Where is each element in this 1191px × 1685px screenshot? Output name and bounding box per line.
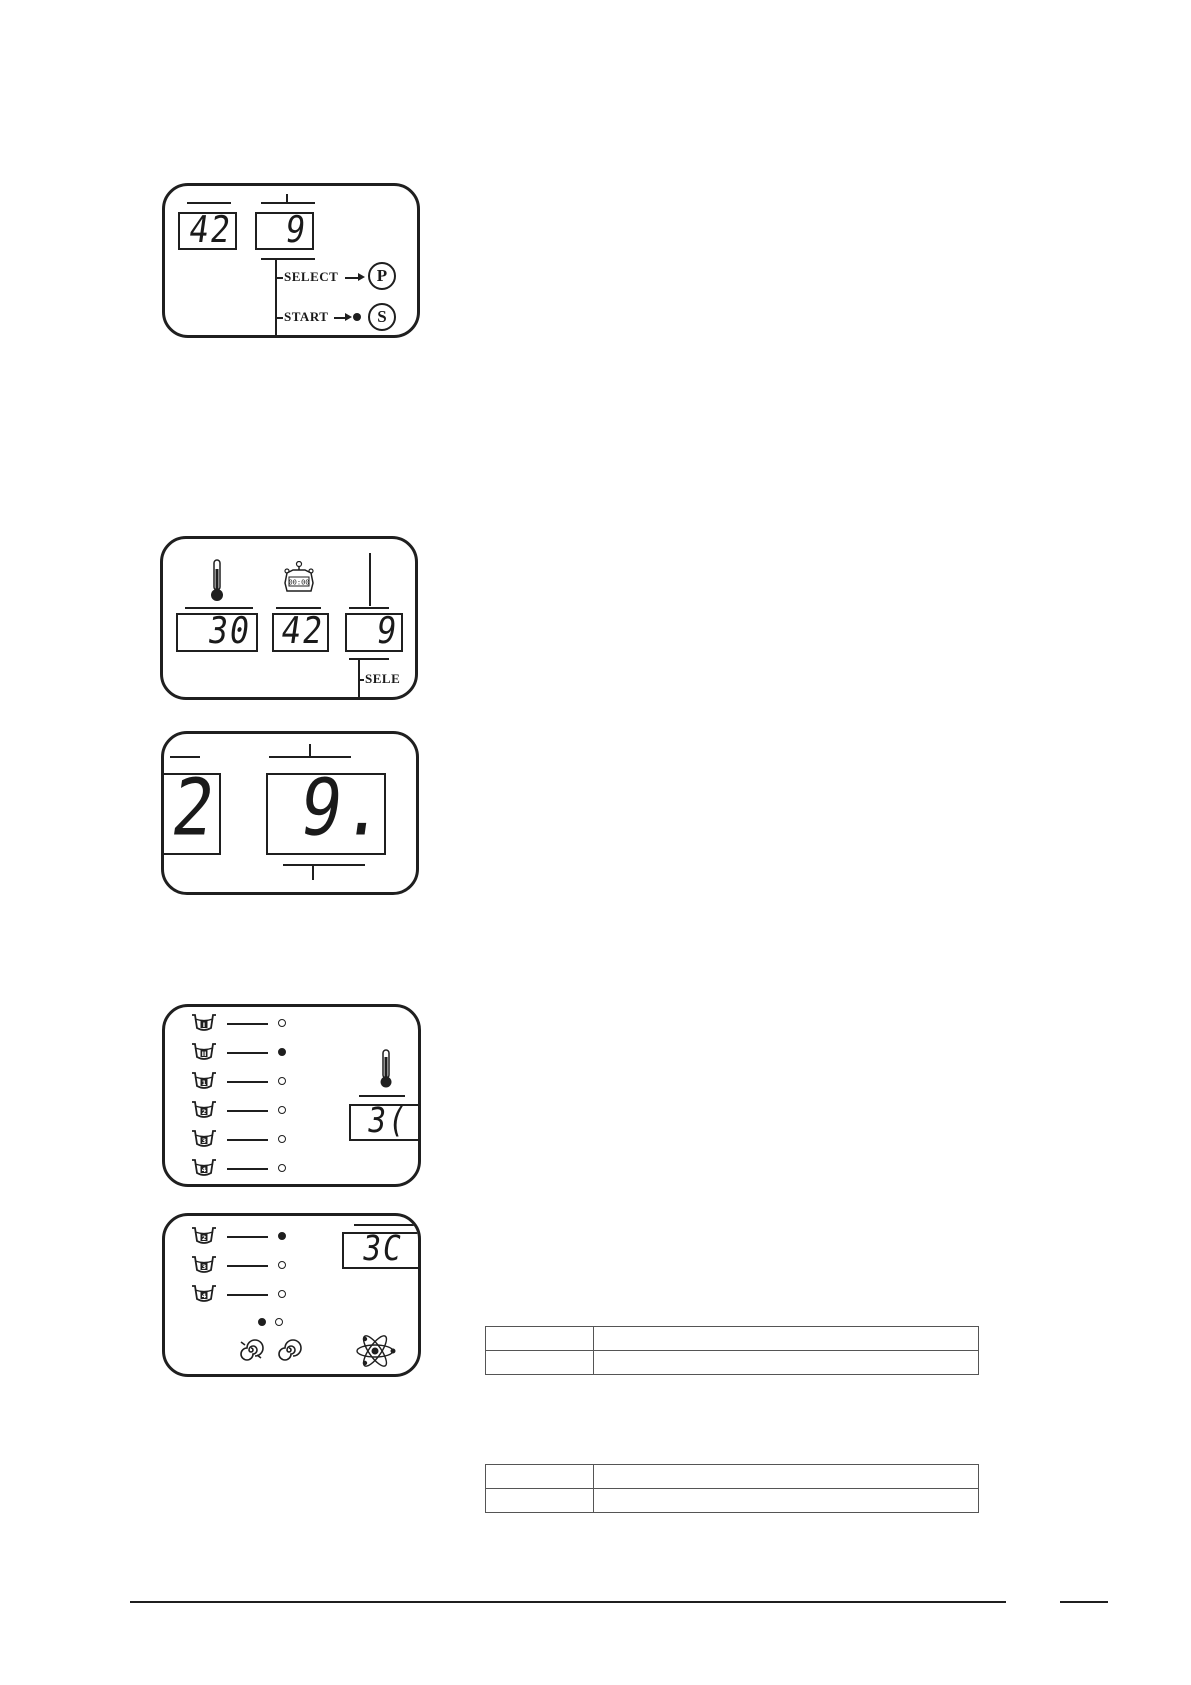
control-panel-b	[160, 536, 418, 700]
table-cell	[594, 1327, 979, 1351]
status-led	[278, 1019, 286, 1027]
table-cell	[486, 1327, 594, 1351]
table-cell	[594, 1465, 979, 1489]
start-lead	[275, 317, 283, 319]
bracket-line	[261, 258, 315, 260]
thermometer-icon	[209, 559, 225, 603]
spin-swirl-icon	[275, 1336, 303, 1364]
time-display: 42	[178, 212, 237, 250]
thermometer-icon	[379, 1049, 393, 1089]
wash-tub-icon	[191, 1042, 217, 1062]
row-lead-line	[227, 1081, 268, 1083]
row-lead-line	[227, 1294, 268, 1296]
wash-tub-icon	[191, 1129, 217, 1149]
status-led	[278, 1106, 286, 1114]
atom-icon	[351, 1334, 399, 1368]
table-row	[486, 1465, 979, 1489]
spec-table	[485, 1464, 979, 1513]
status-led	[278, 1290, 286, 1298]
select-lead	[275, 277, 283, 279]
footer-rule	[283, 864, 365, 866]
wash-tub-icon	[191, 1071, 217, 1091]
row-lead-line	[227, 1052, 268, 1054]
spin-swirl-icon	[237, 1336, 265, 1364]
row-lead-line	[227, 1168, 268, 1170]
table-row	[486, 1489, 979, 1513]
program-display: 9	[255, 212, 314, 250]
select-lead	[358, 679, 364, 681]
row-lead-line	[227, 1023, 268, 1025]
program-header-stem	[369, 553, 371, 606]
temperature-display: 3C	[342, 1232, 421, 1269]
arrow-right-icon	[358, 273, 365, 281]
temperature-display: 3(	[349, 1104, 421, 1141]
svg-text:4: 4	[201, 1166, 207, 1174]
start-led-indicator	[353, 313, 361, 321]
control-panel-c	[161, 731, 419, 895]
status-led	[278, 1048, 286, 1056]
row-lead-line	[227, 1110, 268, 1112]
status-led	[278, 1077, 286, 1085]
table-cell	[486, 1351, 594, 1375]
header-tick	[309, 744, 311, 756]
spec-table	[485, 1326, 979, 1375]
header-rule	[359, 1095, 405, 1097]
svg-text:3: 3	[201, 1137, 207, 1145]
header-rule	[170, 756, 200, 758]
row-lead-line	[227, 1265, 268, 1267]
time-display: 42	[272, 613, 329, 652]
table-cell	[594, 1489, 979, 1513]
status-led	[278, 1164, 286, 1172]
header-rule	[261, 202, 315, 204]
wash-tub-icon	[191, 1226, 217, 1246]
program-display: 9	[345, 613, 403, 652]
svg-text:00:00: 00:00	[288, 578, 310, 587]
svg-text:1: 1	[201, 1079, 207, 1087]
status-led	[278, 1135, 286, 1143]
spin-led	[258, 1318, 266, 1326]
status-led	[278, 1232, 286, 1240]
control-panel-a	[162, 183, 420, 338]
time-display-large: 2	[161, 773, 221, 855]
header-rule	[269, 756, 351, 758]
row-lead-line	[227, 1236, 268, 1238]
spin-led	[275, 1318, 283, 1326]
footer-tick	[312, 864, 314, 880]
svg-text:2: 2	[201, 1234, 207, 1242]
control-panel-e	[162, 1213, 421, 1377]
select-label: SELECT	[284, 269, 339, 284]
svg-text:I: I	[202, 1021, 206, 1029]
status-led	[278, 1261, 286, 1269]
control-panel-d	[162, 1004, 421, 1187]
table-cell	[486, 1489, 594, 1513]
svg-text:II: II	[201, 1050, 207, 1058]
table-cell	[486, 1465, 594, 1489]
start-button-s[interactable]: S	[368, 303, 396, 331]
header-rule	[354, 1224, 421, 1226]
wash-tub-icon	[191, 1284, 217, 1304]
wash-tub-icon	[191, 1158, 217, 1178]
footer-divider	[130, 1601, 1006, 1603]
wash-tub-icon	[191, 1100, 217, 1120]
header-rule	[187, 202, 231, 204]
table-row	[486, 1327, 979, 1351]
select-label: SELE	[365, 671, 401, 686]
arrow-right-icon	[345, 313, 352, 321]
timer-icon	[281, 561, 317, 597]
temperature-display: 30	[176, 613, 258, 652]
start-label: START	[284, 309, 329, 324]
program-button-p[interactable]: P	[368, 262, 396, 290]
bracket-stem	[275, 258, 277, 338]
svg-text:4: 4	[201, 1292, 207, 1300]
table-cell	[594, 1351, 979, 1375]
header-tick	[286, 194, 288, 203]
row-lead-line	[227, 1139, 268, 1141]
svg-text:2: 2	[201, 1108, 207, 1116]
bracket-line	[349, 658, 389, 660]
svg-text:3: 3	[201, 1263, 207, 1271]
wash-tub-icon	[191, 1013, 217, 1033]
table-row	[486, 1351, 979, 1375]
program-display-large: 9.	[266, 773, 386, 855]
wash-tub-icon	[191, 1255, 217, 1275]
page-number-rule	[1060, 1601, 1108, 1603]
